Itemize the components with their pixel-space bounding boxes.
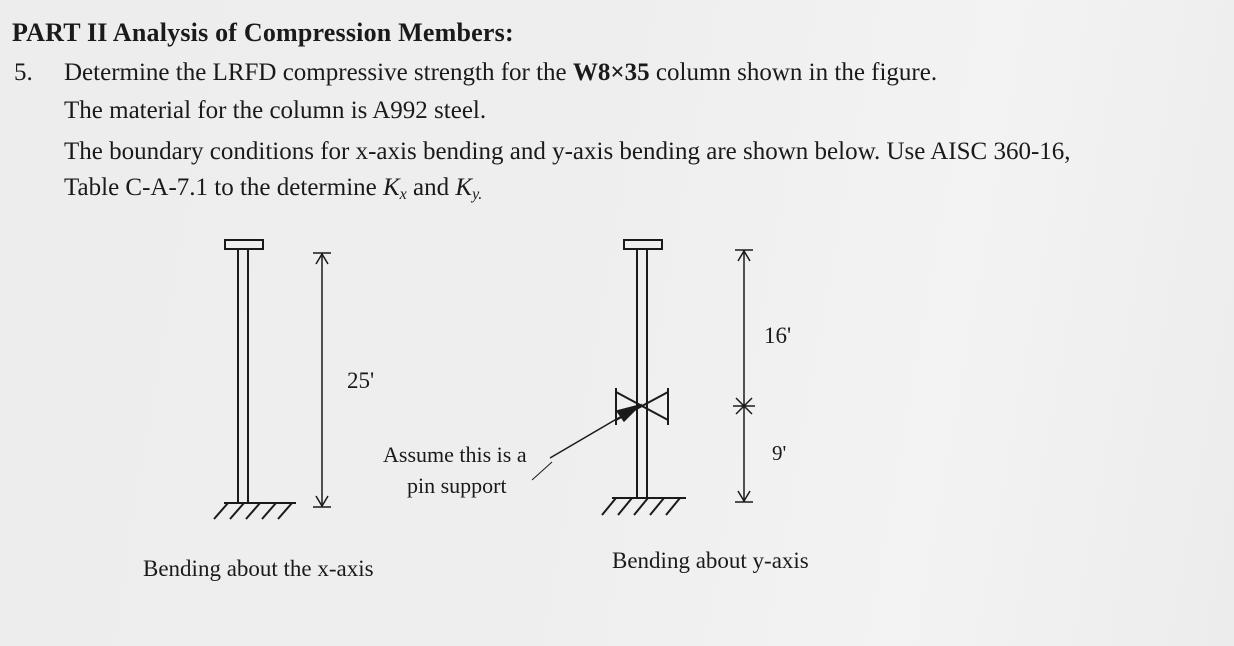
question-number: 5. xyxy=(14,59,33,86)
section-designation: W8×35 xyxy=(572,59,650,86)
x-axis-length-label: 25' xyxy=(347,368,375,393)
y-axis-upper-length-label: 16' xyxy=(764,323,792,348)
x-axis-fixed-base xyxy=(214,503,296,519)
pin-note-line2: pin support xyxy=(407,473,507,498)
y-axis-lower-length-label: 9' xyxy=(772,441,787,465)
y-axis-dimension-line xyxy=(733,250,755,502)
line4-pre: Table C-A-7.1 to the determine xyxy=(64,174,383,201)
line1-pre: Determine the LRFD compressive strength for the xyxy=(64,59,573,86)
y-axis-column-cap xyxy=(624,240,662,249)
line1-post: column shown in the figure. xyxy=(649,59,938,86)
question-line-2: The material for the column is A992 steel. xyxy=(64,97,487,124)
ky-symbol: $K_{y.}$ xyxy=(455,174,483,203)
question-line-3: The boundary conditions for x-axis bending and y-axis bending are shown below. Use AISC 360-16, xyxy=(64,138,1071,165)
y-axis-column xyxy=(602,240,755,515)
x-axis-caption: Bending about the x-axis xyxy=(143,556,374,581)
pin-note-line1: Assume this is a xyxy=(383,442,527,467)
kx-symbol: $K_x$ xyxy=(382,174,407,203)
x-axis-column xyxy=(214,240,331,519)
x-axis-column-cap xyxy=(225,240,263,249)
pin-support-pointer xyxy=(532,405,640,480)
part-heading: PART II Analysis of Compression Members: xyxy=(12,18,514,47)
y-axis-fixed-base xyxy=(602,498,686,515)
y-axis-caption: Bending about y-axis xyxy=(612,548,809,573)
line4-and: and xyxy=(406,174,456,201)
x-axis-dimension-line xyxy=(313,253,331,507)
